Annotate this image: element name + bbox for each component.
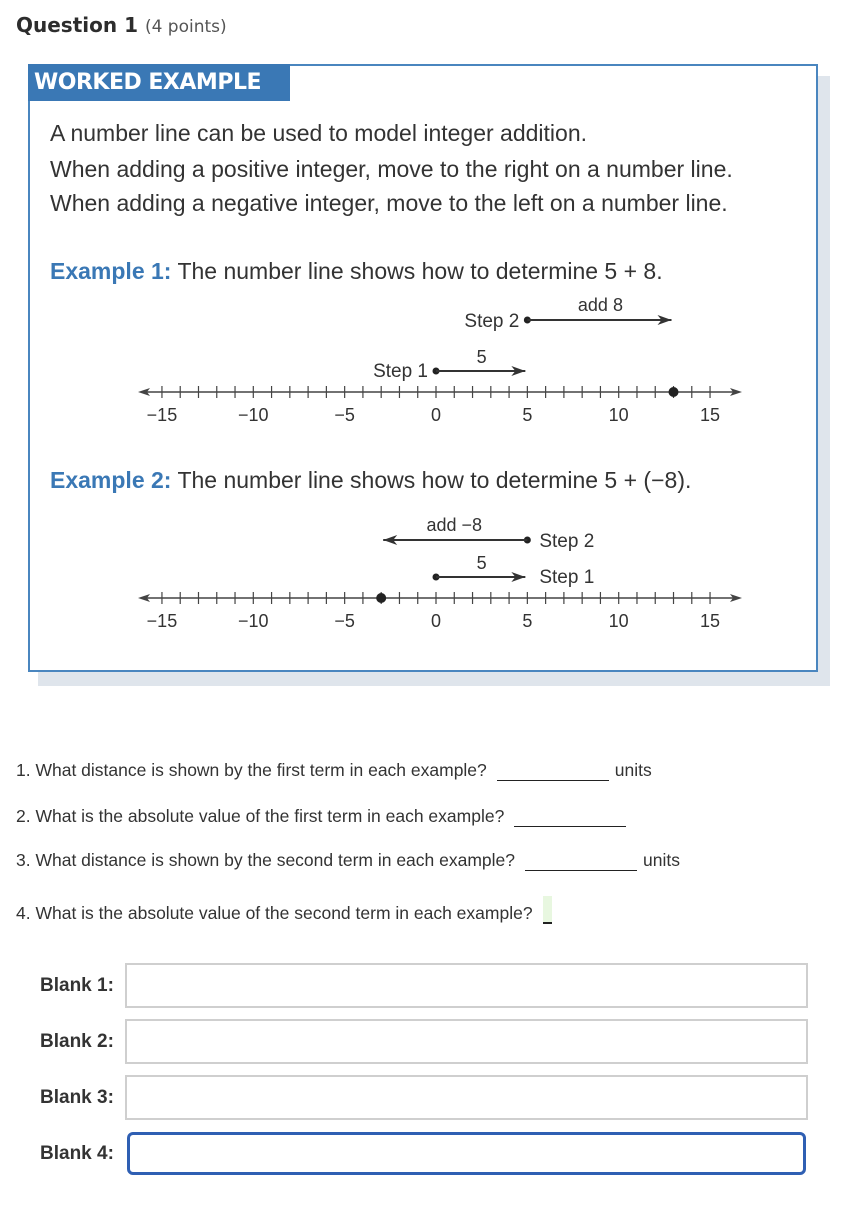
step1-value-label: 5 xyxy=(476,553,487,573)
tick-label: 10 xyxy=(608,405,629,425)
tick-label: 10 xyxy=(608,611,629,631)
question-points: (4 points) xyxy=(144,17,227,37)
question-text: 3. What distance is shown by the second term in each example? xyxy=(16,850,516,870)
tick-label: 5 xyxy=(522,611,533,631)
tick-label: −10 xyxy=(238,405,269,425)
step2-label: Step 2 xyxy=(464,311,520,332)
question-1 xyxy=(16,760,652,781)
blank-2-input[interactable] xyxy=(125,1019,808,1064)
step2-value-label: add 8 xyxy=(577,295,623,315)
blank-1-input[interactable] xyxy=(125,963,808,1008)
question-number: Question 1 xyxy=(16,13,138,37)
step1-label: Step 1 xyxy=(539,567,595,588)
example-text: The number line shows how to determine 5 + 8. xyxy=(177,258,663,284)
blank-1-line xyxy=(497,762,609,781)
blank-3-input[interactable] xyxy=(125,1075,808,1120)
blank-4-input[interactable] xyxy=(127,1132,806,1175)
result-point xyxy=(669,387,679,397)
tick-label: −15 xyxy=(146,405,178,425)
blank-3-label: Blank 3: xyxy=(40,1087,114,1108)
result-point xyxy=(376,593,386,603)
blank-4-marker xyxy=(543,896,552,924)
tick-label: −15 xyxy=(146,611,178,631)
step2-label: Step 2 xyxy=(539,531,595,552)
worked-example-header: WORKED EXAMPLE xyxy=(28,64,290,101)
blank-1-label: Blank 1: xyxy=(40,975,114,996)
tick-label: 0 xyxy=(430,611,442,631)
question-2 xyxy=(16,806,632,827)
question-text: 4. What is the absolute value of the second term in each example? xyxy=(16,903,533,923)
blank-4-label: Blank 4: xyxy=(40,1143,114,1164)
question-3 xyxy=(16,850,680,871)
intro-line: A number line can be used to model integer addition. xyxy=(50,120,588,146)
units-label: units xyxy=(643,850,680,870)
blank-2-line xyxy=(514,808,626,827)
example-label: Example 2: xyxy=(50,467,172,493)
tick-label: 15 xyxy=(700,611,721,631)
question-text: 1. What distance is shown by the first term in each example? xyxy=(16,760,487,780)
intro-line: When adding a negative integer, move to the left on a number line. xyxy=(50,190,728,216)
question-text: 2. What is the absolute value of the first term in each example? xyxy=(16,806,505,826)
tick-label: −5 xyxy=(334,405,355,425)
tick-label: −10 xyxy=(238,611,269,631)
blank-3-line xyxy=(525,852,637,871)
blank-2-label: Blank 2: xyxy=(40,1031,114,1052)
intro-line: When adding a positive integer, move to the right on a number line. xyxy=(50,156,733,182)
tick-label: 15 xyxy=(700,405,721,425)
tick-label: 5 xyxy=(522,405,533,425)
units-label: units xyxy=(614,760,652,780)
tick-label: 0 xyxy=(430,405,442,425)
tick-label: −5 xyxy=(334,611,355,631)
step1-label: Step 1 xyxy=(373,361,428,382)
step1-value-label: 5 xyxy=(476,347,487,367)
example-label: Example 1: xyxy=(50,258,172,284)
question-4 xyxy=(16,896,552,924)
step2-value-label: add −8 xyxy=(426,515,483,535)
example-text: The number line shows how to determine 5 + (−8). xyxy=(177,467,692,493)
